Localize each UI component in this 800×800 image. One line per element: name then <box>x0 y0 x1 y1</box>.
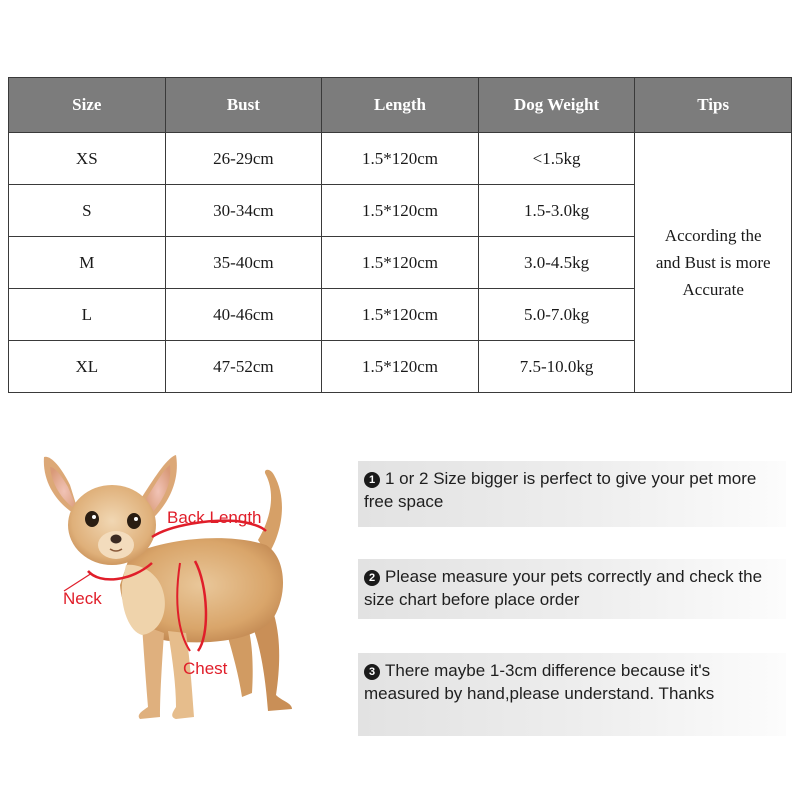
cell-weight: <1.5kg <box>478 133 635 185</box>
table-header-row <box>9 78 792 133</box>
cell-size: XS <box>9 133 166 185</box>
table-row <box>9 133 792 185</box>
tip-text: There maybe 1-3cm difference because it's measured by hand,please understand. Thanks <box>364 661 715 703</box>
cell-size: XL <box>9 341 166 393</box>
cell-weight: 7.5-10.0kg <box>478 341 635 393</box>
cell-length: 1.5*120cm <box>322 237 479 289</box>
header-size: Size <box>9 78 166 133</box>
neck-label: Neck <box>63 589 102 608</box>
header-tips: Tips <box>635 78 792 133</box>
cell-size: M <box>9 237 166 289</box>
header-bust: Bust <box>165 78 322 133</box>
tips-cell <box>635 133 792 393</box>
header-length: Length <box>322 78 479 133</box>
cell-bust: 26-29cm <box>165 133 322 185</box>
tips-line: According the <box>664 226 762 245</box>
cell-bust: 30-34cm <box>165 185 322 237</box>
tips-line: Accurate <box>682 280 744 299</box>
cell-size: L <box>9 289 166 341</box>
cell-bust: 47-52cm <box>165 341 322 393</box>
cell-length: 1.5*120cm <box>322 289 479 341</box>
cell-length: 1.5*120cm <box>322 341 479 393</box>
cell-weight: 3.0-4.5kg <box>478 237 635 289</box>
number-1-icon: 1 <box>364 472 380 488</box>
tip-text: 1 or 2 Size bigger is perfect to give your pet more free space <box>364 469 757 511</box>
chest-label: Chest <box>183 659 228 678</box>
size-chart-table <box>8 77 792 393</box>
cell-bust: 35-40cm <box>165 237 322 289</box>
cell-length: 1.5*120cm <box>322 185 479 237</box>
cell-weight: 5.0-7.0kg <box>478 289 635 341</box>
cell-length: 1.5*120cm <box>322 133 479 185</box>
cell-weight: 1.5-3.0kg <box>478 185 635 237</box>
cell-bust: 40-46cm <box>165 289 322 341</box>
number-3-icon: 3 <box>364 664 380 680</box>
number-2-icon: 2 <box>364 570 380 586</box>
tips-line: and Bust is more <box>655 253 771 272</box>
tip-box-1 <box>358 461 786 527</box>
cell-size: S <box>9 185 166 237</box>
tip-text: Please measure your pets correctly and check the size chart before place order <box>364 567 763 609</box>
tip-box-3 <box>358 653 786 736</box>
tip-box-2 <box>358 559 786 619</box>
back-length-label: Back Length <box>167 508 262 527</box>
dog-measurement-illustration <box>30 445 340 735</box>
header-dog-weight: Dog Weight <box>478 78 635 133</box>
